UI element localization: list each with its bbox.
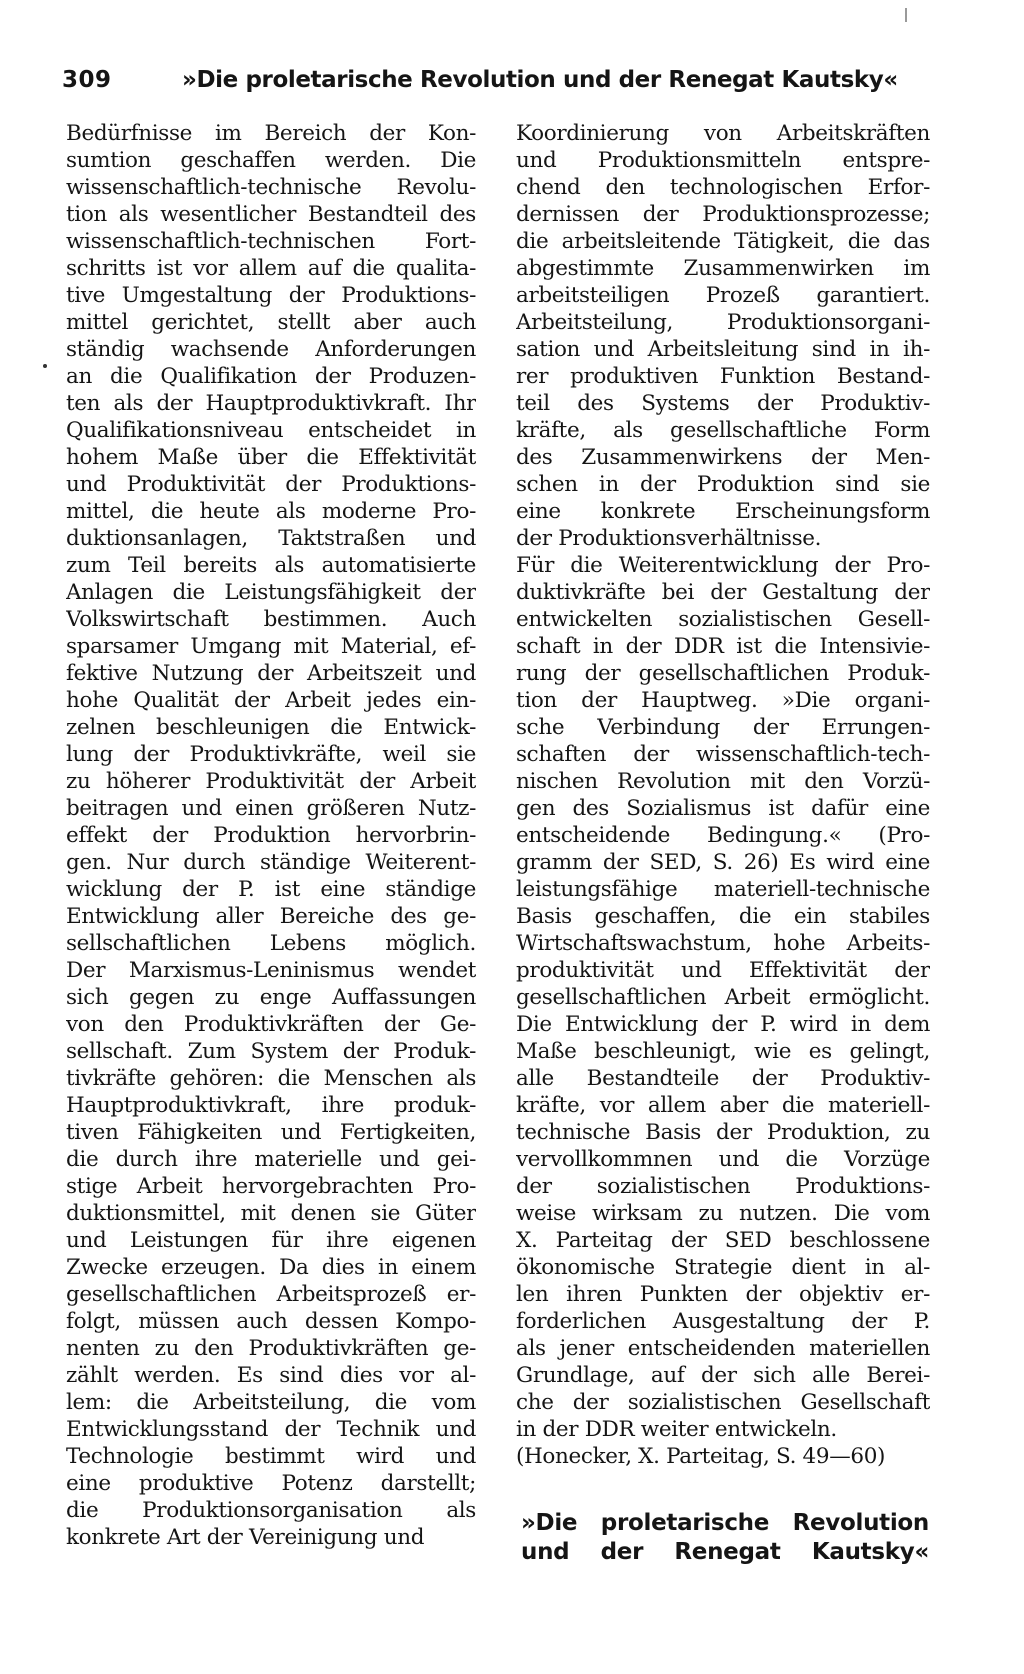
text-line: forderlichen Ausgestaltung der P. — [516, 1309, 930, 1334]
text-line: Entwicklung aller Bereiche des ge- — [66, 904, 476, 929]
margin-dot — [43, 364, 47, 368]
text-line: gesellschaftlichen Arbeitsprozeß er- — [66, 1282, 476, 1307]
text-line: vervollkommnen und die Vorzüge — [516, 1147, 930, 1172]
text-line: Qualifikationsniveau entscheidet in — [66, 418, 476, 443]
text-line: des Zusammenwirkens der Men- — [516, 445, 930, 470]
text-line: alle Bestandteile der Produktiv- — [516, 1066, 930, 1091]
text-line: und Produktionsmitteln entspre- — [516, 148, 930, 173]
text-line: nenten zu den Produktivkräften ge- — [66, 1336, 476, 1361]
text-line: produktivität und Effektivität der — [516, 958, 930, 983]
text-line: wicklung der P. ist eine ständige — [66, 877, 476, 902]
text-line: in der DDR weiter entwickeln. — [516, 1417, 837, 1442]
text-line: ständig wachsende Anforderungen — [66, 337, 476, 362]
text-line: schen in der Produktion sind sie — [516, 472, 930, 497]
text-line: che der sozialistischen Gesellschaft — [516, 1390, 930, 1415]
text-line: kräfte, als gesellschaftliche Form — [516, 418, 930, 443]
text-line: teil des Systems der Produktiv- — [516, 391, 930, 416]
text-line: ökonomische Strategie dient in al- — [516, 1255, 930, 1280]
text-line: (Honecker, X. Parteitag, S. 49—60) — [516, 1444, 886, 1469]
text-line: lung der Produktivkräfte, weil sie — [66, 742, 476, 767]
text-line: die Produktionsorganisation als — [66, 1498, 476, 1523]
text-line: duktionsmittel, mit denen sie Güter — [66, 1201, 476, 1226]
text-line: Zwecke erzeugen. Da dies in einem — [66, 1255, 476, 1280]
text-line: von den Produktivkräften der Ge- — [66, 1012, 476, 1037]
text-line: und der Renegat Kautsky« — [521, 1539, 929, 1565]
text-line: lem: die Arbeitsteilung, die vom — [66, 1390, 476, 1415]
text-line: mittel, die heute als moderne Pro- — [66, 499, 476, 524]
text-line: Koordinierung von Arbeitskräften — [516, 121, 930, 146]
text-line: duktionsanlagen, Taktstraßen und — [66, 526, 476, 551]
text-line: entwickelten sozialistischen Gesell- — [516, 607, 930, 632]
text-line: und Leistungen für ihre eigenen — [66, 1228, 476, 1253]
text-line: fektive Nutzung der Arbeitszeit und — [66, 661, 476, 686]
text-line: gen. Nur durch ständige Weiterent- — [66, 850, 476, 875]
text-line: stige Arbeit hervorgebrachten Pro- — [66, 1174, 476, 1199]
text-line: konkrete Art der Vereinigung und — [66, 1525, 425, 1550]
text-line: Grundlage, auf der sich alle Berei- — [516, 1363, 930, 1388]
text-line: ten als der Hauptproduktivkraft. Ihr — [66, 391, 476, 416]
text-line: tive Umgestaltung der Produktions- — [66, 283, 476, 308]
text-line: rung der gesellschaftlichen Produk- — [516, 661, 930, 686]
text-line: Der Marxismus-Leninismus wendet — [66, 958, 476, 983]
text-line: Volkswirtschaft bestimmen. Auch — [66, 607, 476, 632]
text-line: hohe Qualität der Arbeit jedes ein- — [66, 688, 476, 713]
text-line: hohem Maße über die Effektivität — [66, 445, 476, 470]
text-line: nischen Revolution mit den Vorzü- — [516, 769, 930, 794]
text-line: technische Basis der Produktion, zu — [516, 1120, 930, 1145]
text-line: sumtion geschaffen werden. Die — [66, 148, 476, 173]
text-line: len ihren Punkten der objektiv er- — [516, 1282, 930, 1307]
text-line: die durch ihre materielle und gei- — [66, 1147, 476, 1172]
text-line: sich gegen zu enge Auffassungen — [66, 985, 476, 1010]
text-line: tion als wesentlicher Bestandteil des — [66, 202, 476, 227]
text-line: sparsamer Umgang mit Material, ef- — [66, 634, 476, 659]
text-line: folgt, müssen auch dessen Kompo- — [66, 1309, 476, 1334]
text-line: »Die proletarische Revolution — [521, 1510, 929, 1536]
text-line: duktivkräfte bei der Gestaltung der — [516, 580, 930, 605]
text-line: weise wirksam zu nutzen. Die vom — [516, 1201, 930, 1226]
left-column — [66, 120, 476, 1551]
text-line: tivkräfte gehören: die Menschen als — [66, 1066, 476, 1091]
text-line: Wirtschaftswachstum, hohe Arbeits- — [516, 931, 930, 956]
text-line: sellschaftlichen Lebens möglich. — [66, 931, 476, 956]
text-line: Die Entwicklung der P. wird in dem — [516, 1012, 930, 1037]
text-line: gramm der SED, S. 26) Es wird eine — [516, 850, 930, 875]
running-title: »Die proletarische Revolution und der Renegat Kautsky« — [182, 67, 898, 93]
text-line: Hauptproduktivkraft, ihre produk- — [66, 1093, 476, 1118]
scan-mark — [905, 8, 907, 22]
text-line: an die Qualifikation der Produzen- — [66, 364, 476, 389]
text-line: die arbeitsleitende Tätigkeit, die das — [516, 229, 930, 254]
text-line: gen des Sozialismus ist dafür eine — [516, 796, 930, 821]
text-line: der Produktionsverhältnisse. — [516, 526, 822, 551]
text-line: schaft in der DDR ist die Intensivie- — [516, 634, 930, 659]
text-line: X. Parteitag der SED beschlossene — [516, 1228, 930, 1253]
text-line: sche Verbindung der Errungen- — [516, 715, 930, 740]
text-line: wissenschaftlich-technische Revolu- — [66, 175, 476, 200]
running-head — [62, 62, 942, 98]
text-line: gesellschaftlichen Arbeit ermöglicht. — [516, 985, 930, 1010]
text-line: schritts ist vor allem auf die qualita- — [66, 256, 476, 281]
text-line: wissenschaftlich-technischen Fort- — [66, 229, 476, 254]
text-line: zum Teil bereits als automatisierte — [66, 553, 476, 578]
text-line: Anlagen die Leistungsfähigkeit der — [66, 580, 476, 605]
text-line: tion der Hauptweg. »Die organi- — [516, 688, 930, 713]
text-line: Entwicklungsstand der Technik und — [66, 1417, 476, 1442]
section-heading — [521, 1509, 929, 1567]
text-line: kräfte, vor allem aber die materiell- — [516, 1093, 930, 1118]
text-line: der sozialistischen Produktions- — [516, 1174, 930, 1199]
text-line: zelnen beschleunigen die Entwick- — [66, 715, 476, 740]
text-line: und Produktivität der Produktions- — [66, 472, 476, 497]
text-line: eine produktive Potenz darstellt; — [66, 1471, 476, 1496]
text-line: Arbeitsteilung, Produktionsorgani- — [516, 310, 930, 335]
text-line: sellschaft. Zum System der Produk- — [66, 1039, 476, 1064]
text-line: als jener entscheidenden materiellen — [516, 1336, 930, 1361]
text-line: effekt der Produktion hervorbrin- — [66, 823, 476, 848]
text-line: Bedürfnisse im Bereich der Kon- — [66, 121, 476, 146]
text-line: entscheidende Bedingung.« (Pro- — [516, 823, 930, 848]
text-line: abgestimmte Zusammenwirken im — [516, 256, 930, 281]
text-line: Basis geschaffen, die ein stabiles — [516, 904, 930, 929]
text-line: Für die Weiterentwicklung der Pro- — [516, 553, 930, 578]
text-line: Technologie bestimmt wird und — [66, 1444, 476, 1469]
text-line: zu höherer Produktivität der Arbeit — [66, 769, 476, 794]
text-line: beitragen und einen größeren Nutz- — [66, 796, 476, 821]
text-line: chend den technologischen Erfor- — [516, 175, 930, 200]
text-line: tiven Fähigkeiten und Fertigkeiten, — [66, 1120, 476, 1145]
text-line: schaften der wissenschaftlich-tech- — [516, 742, 930, 767]
text-line: eine konkrete Erscheinungsform — [516, 499, 930, 524]
text-line: Maße beschleunigt, wie es gelingt, — [516, 1039, 930, 1064]
page-number: 309 — [62, 67, 112, 93]
text-line: sation und Arbeitsleitung sind in ih- — [516, 337, 930, 362]
text-line: dernissen der Produktionsprozesse; — [516, 202, 930, 227]
text-line: leistungsfähige materiell-technische — [516, 877, 930, 902]
text-line: rer produktiven Funktion Bestand- — [516, 364, 930, 389]
right-column — [516, 120, 930, 1470]
text-line: zählt werden. Es sind dies vor al- — [66, 1363, 476, 1388]
text-line: mittel gerichtet, stellt aber auch — [66, 310, 476, 335]
text-line: arbeitsteiligen Prozeß garantiert. — [516, 283, 930, 308]
